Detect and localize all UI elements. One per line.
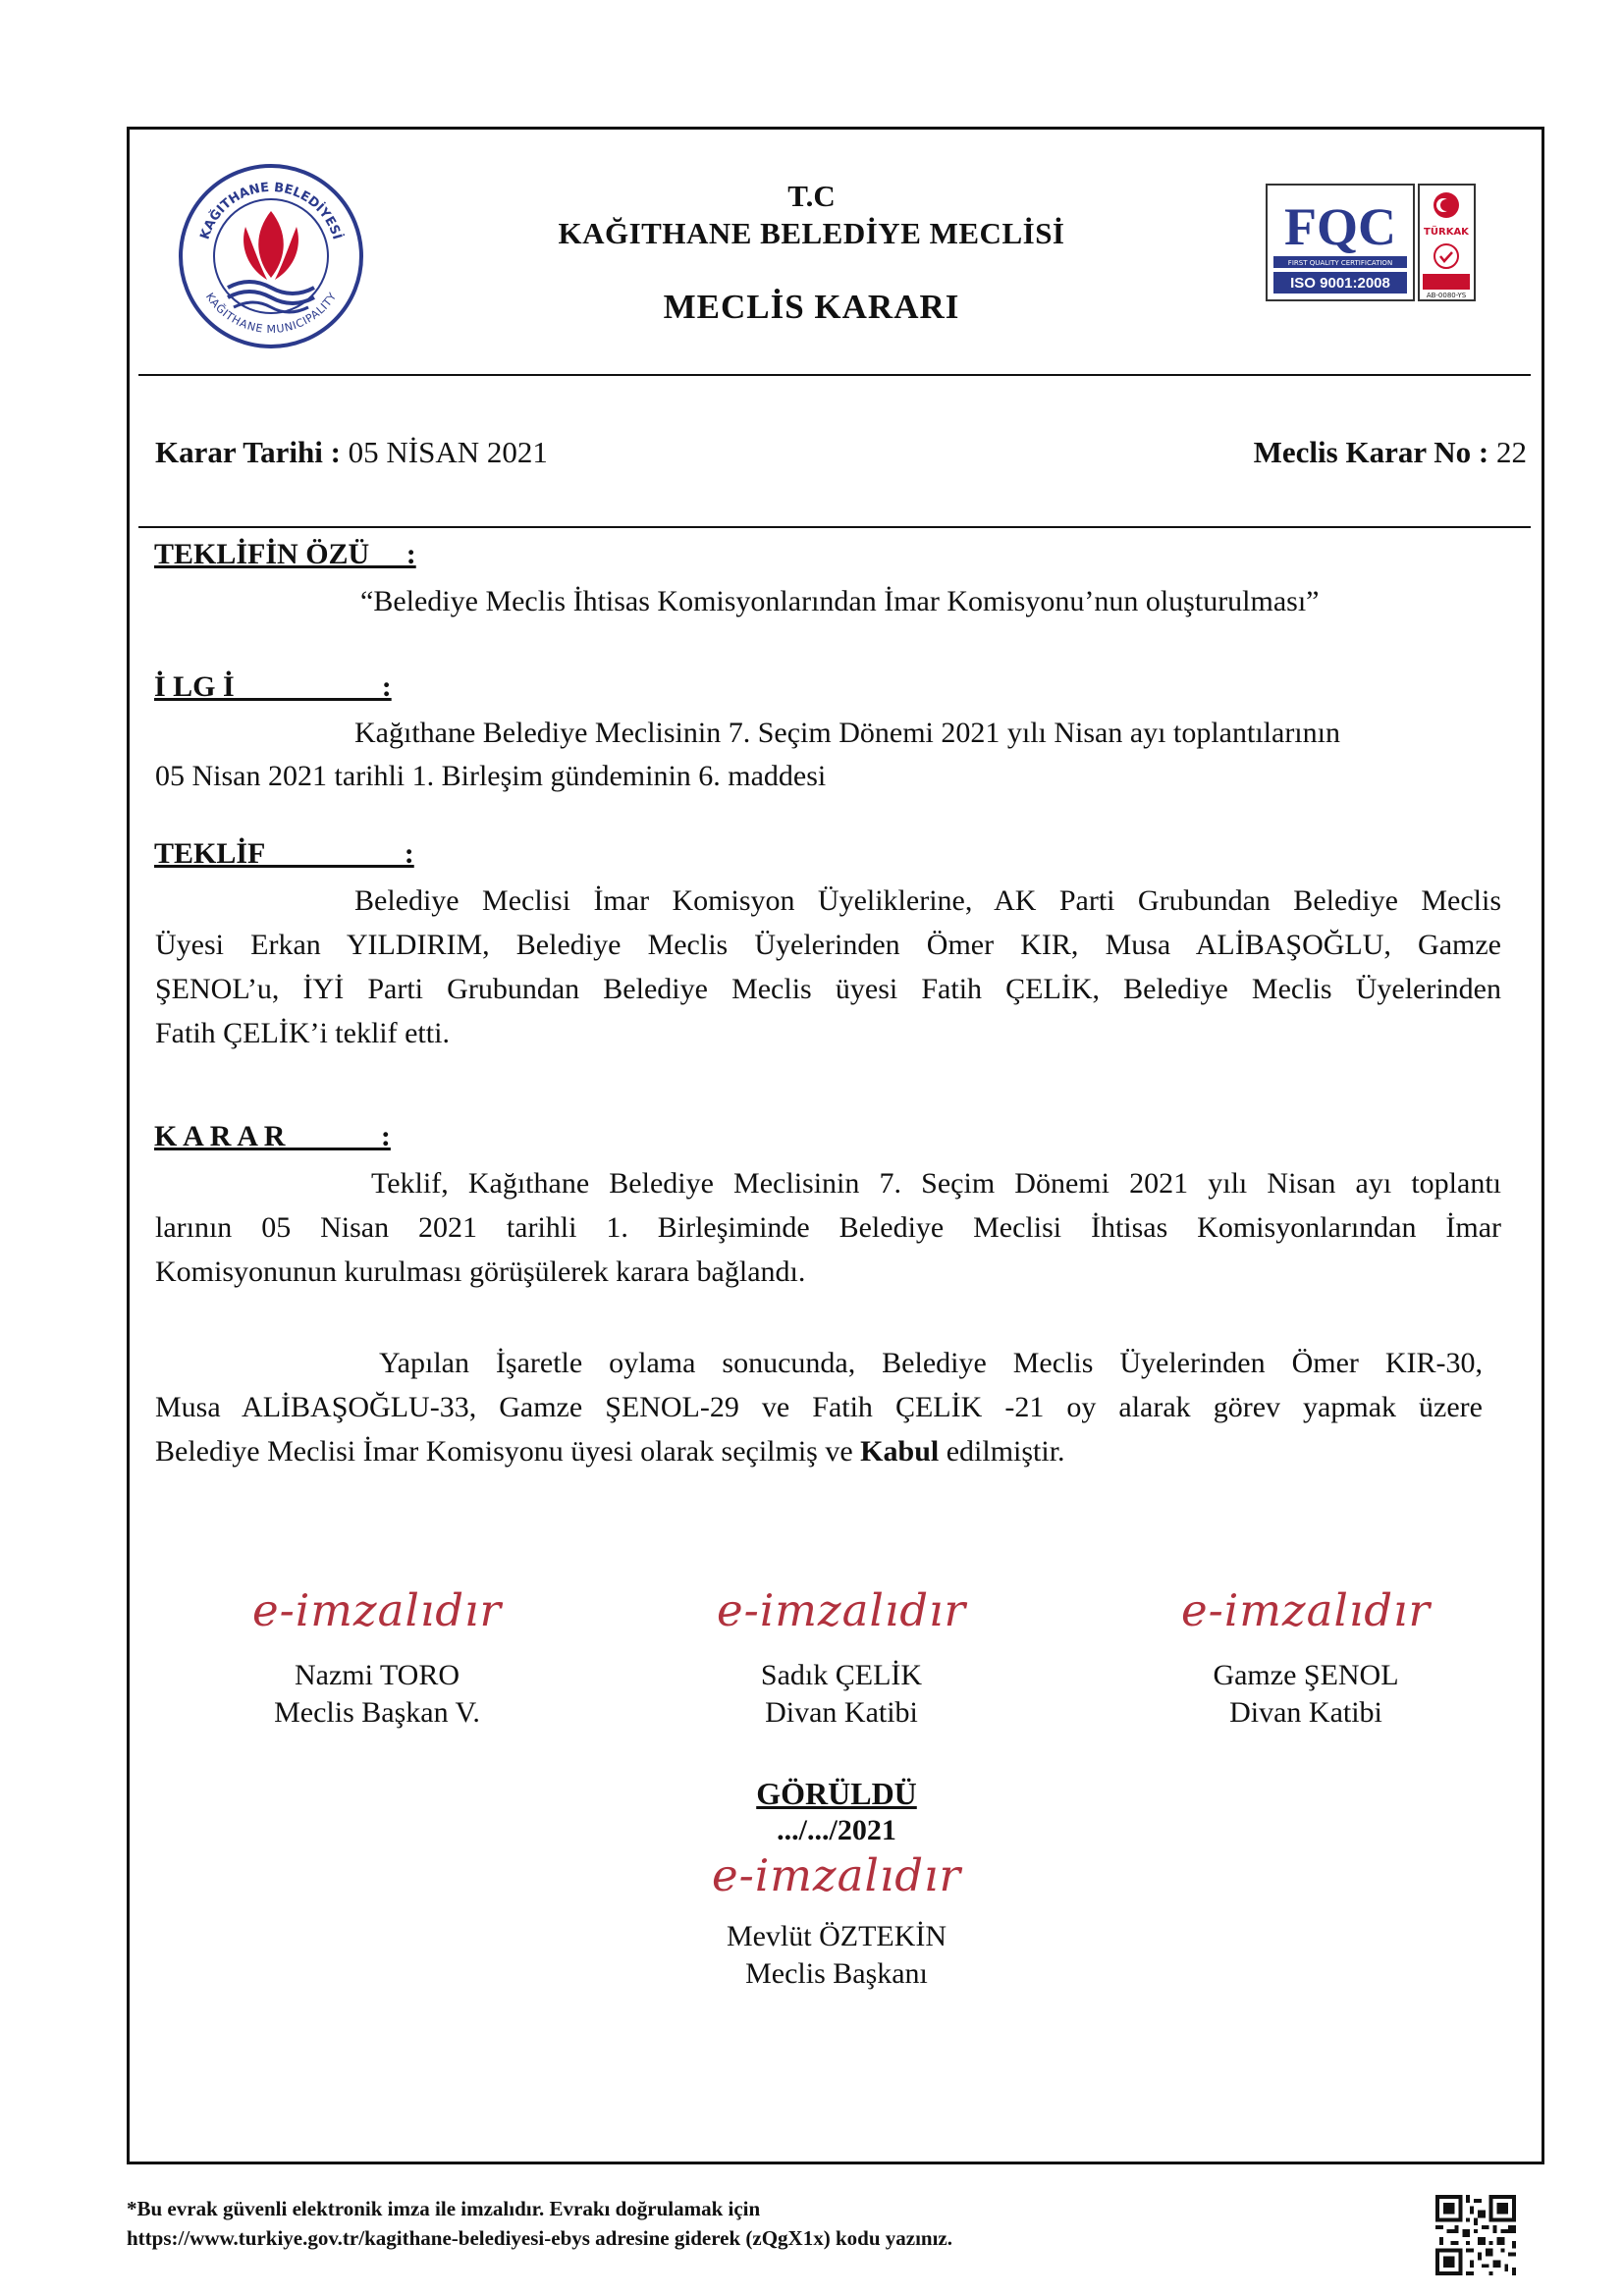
result-line: Yapılan İşaretle oylama sonucunda, Belediye Meclis Üyelerinden Ömer KIR-30,	[379, 1347, 1483, 1379]
e-signature-mark: e-imzalıdır	[1181, 1584, 1431, 1636]
e-signature-mark: e-imzalıdır	[712, 1849, 961, 1901]
signatory-3	[1159, 1657, 1453, 1732]
proposal-line: Üyesi Erkan YILDIRIM, Belediye Meclis Üyelerinden Ömer KIR, Musa ALİBAŞOĞLU, Gamze	[155, 929, 1501, 961]
qr-code-icon	[1435, 2195, 1516, 2275]
decision-line: Teklif, Kağıthane Belediye Meclisinin 7. Seçim Dönemi 2021 yılı Nisan ayı toplantı	[371, 1167, 1501, 1200]
decision-line: larının 05 Nisan 2021 tarihli 1. Birleşiminde Belediye Meclisi İhtisas Komisyonlarından İmar	[155, 1211, 1501, 1244]
signatory-2	[694, 1657, 989, 1732]
reference-line-1: Kağıthane Belediye Meclisinin 7. Seçim Dönemi 2021 yılı Nisan ayı toplantılarının	[354, 717, 1340, 749]
signatory-2-name: Sadık ÇELİK	[760, 1659, 923, 1691]
turkak-text: TÜRKAK	[1424, 227, 1469, 238]
seen-label: GÖRÜLDÜ	[756, 1776, 917, 1811]
footer-line-2: https://www.turkiye.gov.tr/kagithane-belediyesi-ebys adresine giderek (zQgX1x) kodu yazınız.	[127, 2226, 952, 2250]
fqc-sub-text: FIRST QUALITY CERTIFICATION	[1287, 259, 1393, 267]
decision-number: Meclis Karar No : 22	[1253, 435, 1527, 469]
decision-heading: K A R A R :	[154, 1120, 391, 1152]
result-line: Musa ALİBAŞOĞLU-33, Gamze ŞENOL-29 ve Fatih ÇELİK -21 oy alarak görev yapmak üzere	[155, 1391, 1483, 1423]
signatory-2-title: Divan Katibi	[765, 1696, 918, 1729]
header-tc: T.C	[787, 179, 836, 213]
iso-text: ISO 9001:2008	[1290, 275, 1390, 292]
president-signatory	[640, 1918, 1033, 1993]
footer-note	[127, 2194, 952, 2253]
turkak-sub-text: AB-0080-YS	[1426, 292, 1467, 299]
certification-logos	[1266, 184, 1476, 301]
result-line-last: Belediye Meclisi İmar Komisyonu üyesi olarak seçilmiş ve Kabul edilmiştir.	[155, 1435, 1065, 1468]
proposal-line: ŞENOL’u, İYİ Parti Grubundan Belediye Meclis üyesi Fatih ÇELİK, Belediye Meclis Üyelerinden	[155, 973, 1501, 1005]
footer-line-1: *Bu evrak güvenli elektronik imza ile imzalıdır. Evrakı doğrulamak için	[127, 2197, 761, 2220]
signatory-1-name: Nazmi TORO	[294, 1659, 460, 1691]
decision-date: Karar Tarihi : 05 NİSAN 2021	[155, 435, 548, 469]
e-signature-mark: e-imzalıdır	[252, 1584, 502, 1636]
proposal-line: Fatih ÇELİK’i teklif etti.	[155, 1017, 450, 1049]
signatory-3-name: Gamze ŞENOL	[1213, 1659, 1399, 1691]
president-name: Mevlüt ÖZTEKİN	[726, 1920, 947, 1952]
meta-divider	[138, 526, 1531, 528]
proposal-summary-heading: TEKLİFİN ÖZÜ :	[154, 538, 416, 570]
proposal-summary-text: “Belediye Meclis İhtisas Komisyonlarından İmar Komisyonu’nun oluşturulması”	[360, 585, 1320, 617]
signatory-1-title: Meclis Başkan V.	[274, 1696, 480, 1729]
fqc-text: FQC	[1284, 197, 1396, 256]
president-title: Meclis Başkanı	[745, 1957, 928, 1990]
signatory-3-title: Divan Katibi	[1229, 1696, 1382, 1729]
proposal-heading: TEKLİF :	[154, 837, 414, 870]
logo-top-text: KAĞITHANE BELEDİYESİ	[197, 180, 345, 241]
logo-bottom-text: KAĞITHANE MUNICIPALITY	[202, 291, 340, 336]
reference-heading: İ LG İ :	[154, 670, 392, 703]
e-signature-mark: e-imzalıdır	[717, 1584, 966, 1636]
reference-line-2: 05 Nisan 2021 tarihli 1. Birleşim gündeminin 6. maddesi	[155, 760, 827, 792]
council-name: KAĞITHANE BELEDİYE MECLİSİ	[558, 216, 1065, 250]
signatory-1	[230, 1657, 524, 1732]
decision-line: Komisyonunun kurulması görüşülerek karara bağlandı.	[155, 1255, 806, 1288]
seen-date: .../.../2021	[777, 1814, 896, 1846]
proposal-line: Belediye Meclisi İmar Komisyon Üyeliklerine, AK Parti Grubundan Belediye Meclis	[354, 884, 1501, 917]
header-divider	[138, 374, 1531, 376]
document-title: MECLİS KARARI	[663, 288, 960, 326]
